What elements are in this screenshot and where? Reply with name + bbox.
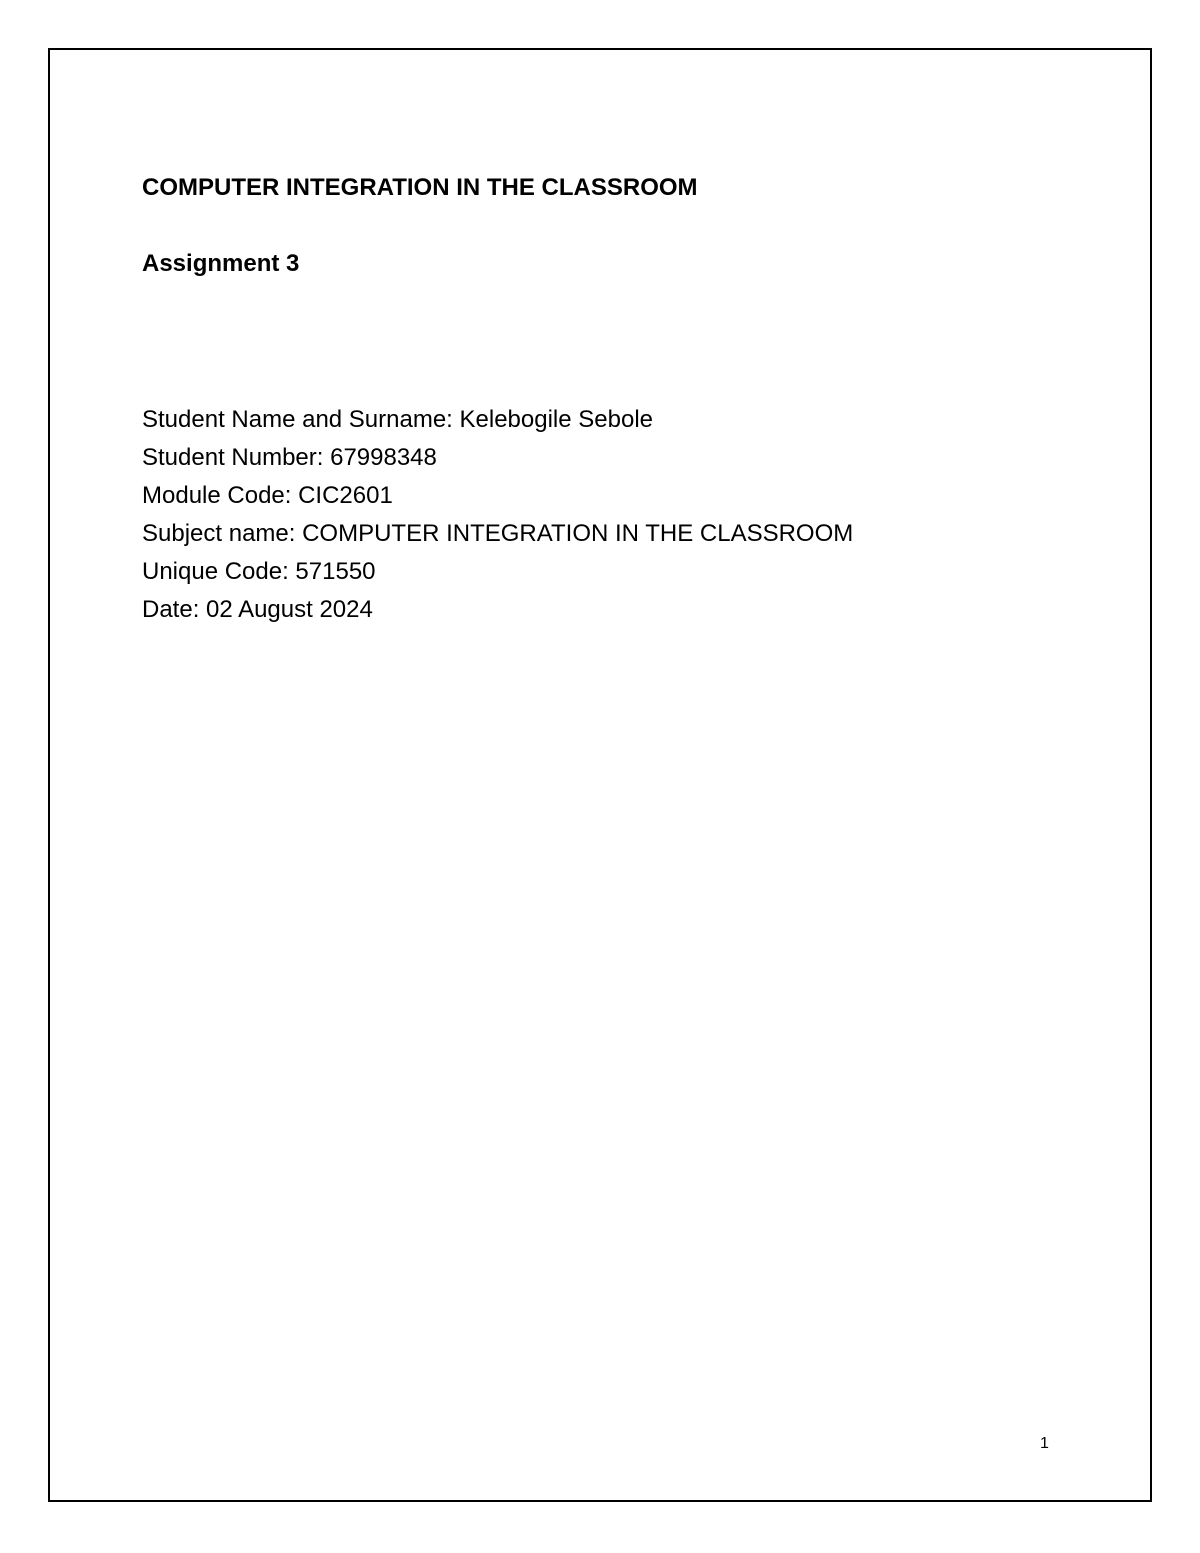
date-line: Date: 02 August 2024 <box>142 596 373 623</box>
student-details-list <box>142 401 853 629</box>
module-code-line: Module Code: CIC2601 <box>142 482 393 509</box>
student-name-line: Student Name and Surname: Kelebogile Sebole <box>142 406 654 433</box>
page-number: 1 <box>1040 1435 1049 1452</box>
document-title: COMPUTER INTEGRATION IN THE CLASSROOM <box>142 174 698 201</box>
unique-code-line: Unique Code: 571550 <box>142 558 376 585</box>
subject-name-line: Subject name: COMPUTER INTEGRATION IN THE CLASSROOM <box>142 520 854 547</box>
student-number-line: Student Number: 67998348 <box>142 444 437 471</box>
assignment-heading: Assignment 3 <box>142 250 300 277</box>
